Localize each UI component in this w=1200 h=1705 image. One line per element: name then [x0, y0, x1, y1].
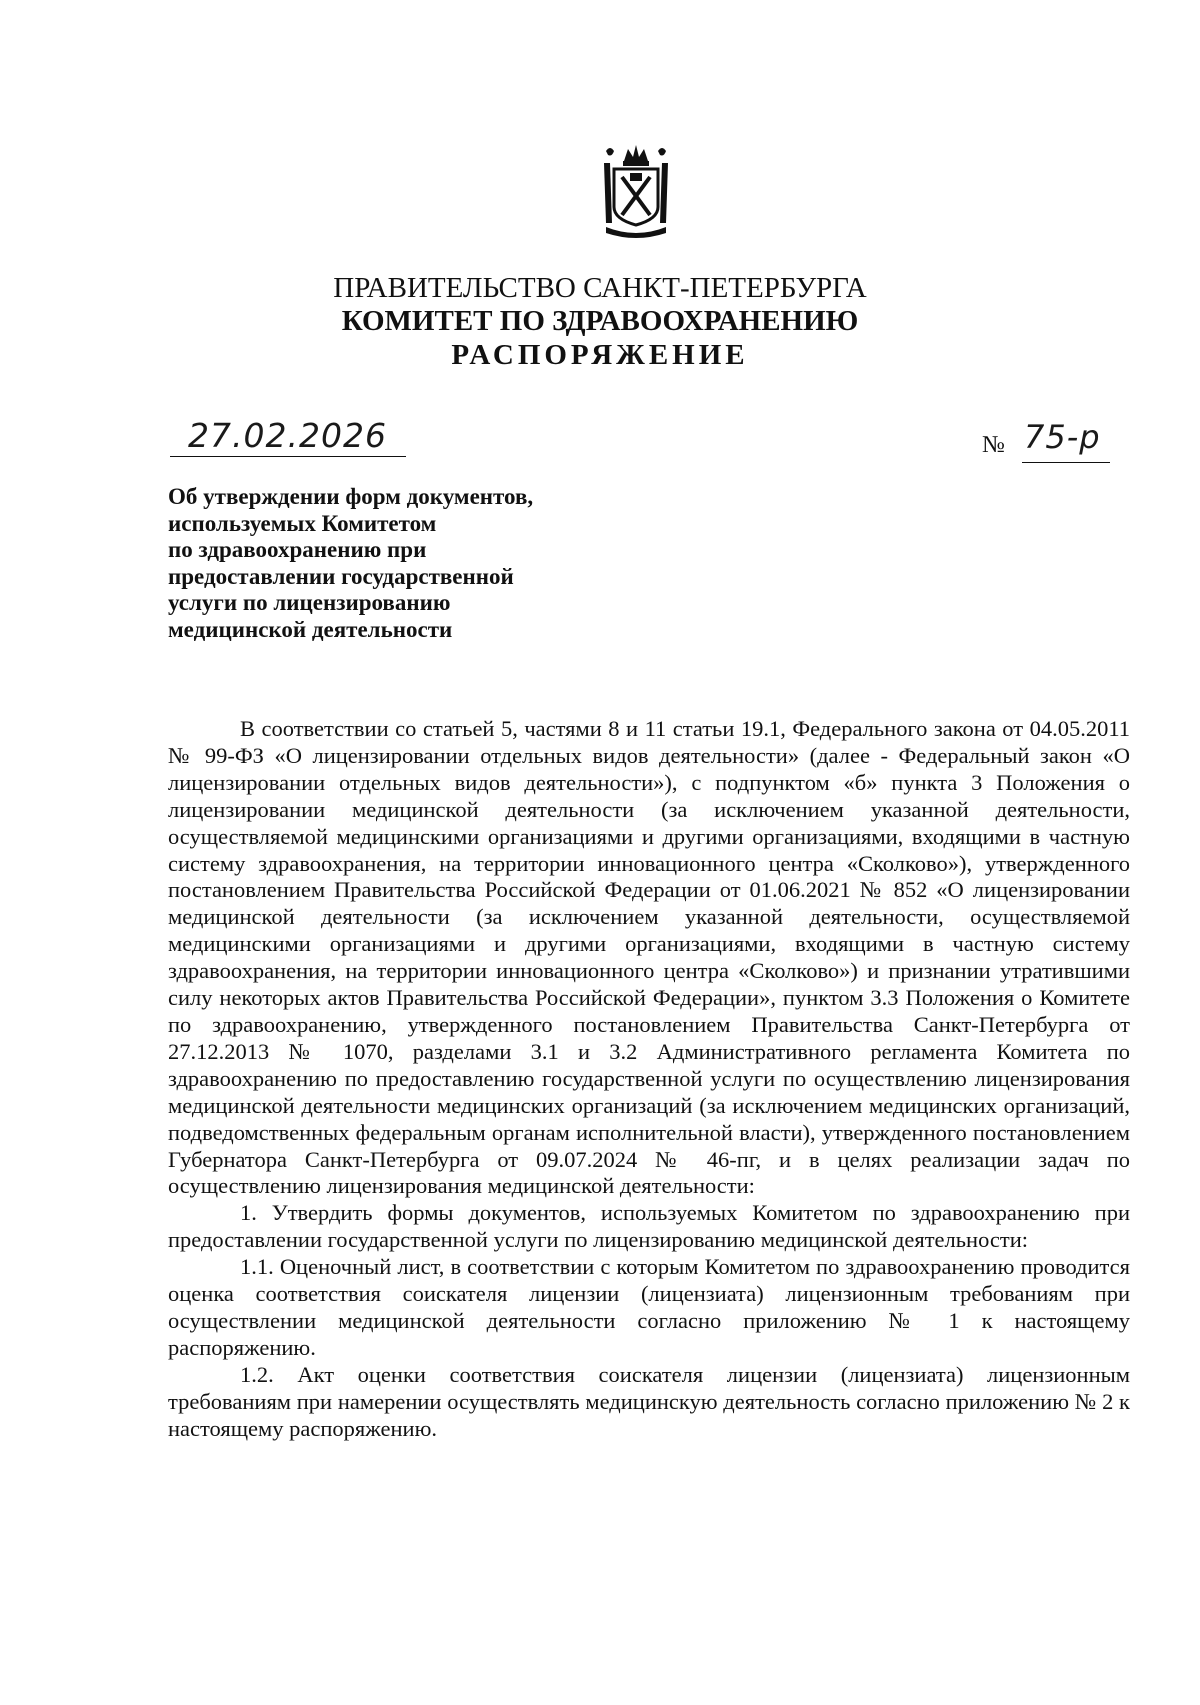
committee-title: КОМИТЕТ ПО ЗДРАВООХРАНЕНИЮ [341, 305, 859, 337]
government-title: ПРАВИТЕЛЬСТВО САНКТ-ПЕТЕРБУРГА [333, 272, 867, 304]
number-sign: № [982, 432, 1005, 458]
subject-line: медицинской деятельности [168, 616, 453, 642]
document-type-title: РАСПОРЯЖЕНИЕ [451, 339, 749, 371]
document-body [168, 716, 1130, 1442]
clause-1: 1. Утвердить формы документов, используемых Комитетом по здравоохранению при предоставлении государственной услуги по лицензированию медицинской деятельности: [168, 1200, 1130, 1253]
subject-line: услуги по лицензированию [168, 590, 451, 615]
subject-line: используемых Комитетом [168, 510, 437, 536]
subject-line: Об утверждении форм документов, [168, 484, 534, 509]
clause-1-2: 1.2. Акт оценки соответствия соискателя лицензии (лицензиата) лицензионным требованиям при намерении осуществлять медицинскую деятельность согласно приложению № 2 к настоящему распоряжению. [168, 1361, 1130, 1441]
preamble-paragraph: В соответствии со статьей 5, частями 8 и 11 статьи 19.1, Федерального закона от 04.05.2011 № 99-ФЗ «О лицензировании отдельных видов деятельности» (далее - Федеральный закон «О лицензировании отдельных видов деятельности»), с подпунктом «б» пункта 3 Положения о лицензировании медицинской деятельности (за исключением указанной деятельности, осуществляемой медицинскими организациями и другими организациями, входящими в частную систему здравоохранения, на территории инновационного центра «Сколково»), утвержденного постановлением Правительства Российской Федерации от 01.06.2021 № 852 «О лицензировании медицинской деятельности (за исключением указанной деятельности, осуществляемой медицинскими организациями и другими организациями, входящими в частную систему здравоохранения, на территории инновационного центра «Сколково») и признании утратившими силу некоторых актов Правительства Российской Федерации», пунктом 3.3 Положения о Комитете по здравоохранению, утвержденного постановлением Правительства Санкт-Петербурга от 27.12.2013 № 1070, разделами 3.1 и 3.2 Административного регламента Комитета по здравоохранению по предоставлению государственной услуги по осуществлению лицензирования медицинской деятельности медицинских организаций (за исключением медицинских организаций, подведомственных федеральным органам исполнительной власти), утвержденного постановлением Губернатора Санкт-Петербурга от 09.07.2024 № 46-пг, и в целях реализации задач по осуществлению лицензирования медицинской деятельности: [168, 716, 1130, 1199]
subject-line: по здравоохранению при [168, 537, 427, 562]
document-number-value: 75-р [1024, 418, 1101, 456]
document-subject [168, 484, 588, 643]
document-date-value: 27.02.2026 [188, 416, 387, 455]
document-date [170, 416, 406, 457]
number-underline [1022, 462, 1110, 463]
clause-1-1: 1.1. Оценочный лист, в соответствии с которым Комитетом по здравоохранению проводится оценка соответствия соискателя лицензии (лицензиата) лицензионным требованиям при осуществлении медицинской деятельности согласно приложению № 1 к настоящему распоряжению. [168, 1254, 1130, 1360]
subject-line: предоставлении государственной [168, 563, 514, 589]
coat-of-arms-icon [600, 143, 672, 239]
document-number [982, 418, 1112, 466]
